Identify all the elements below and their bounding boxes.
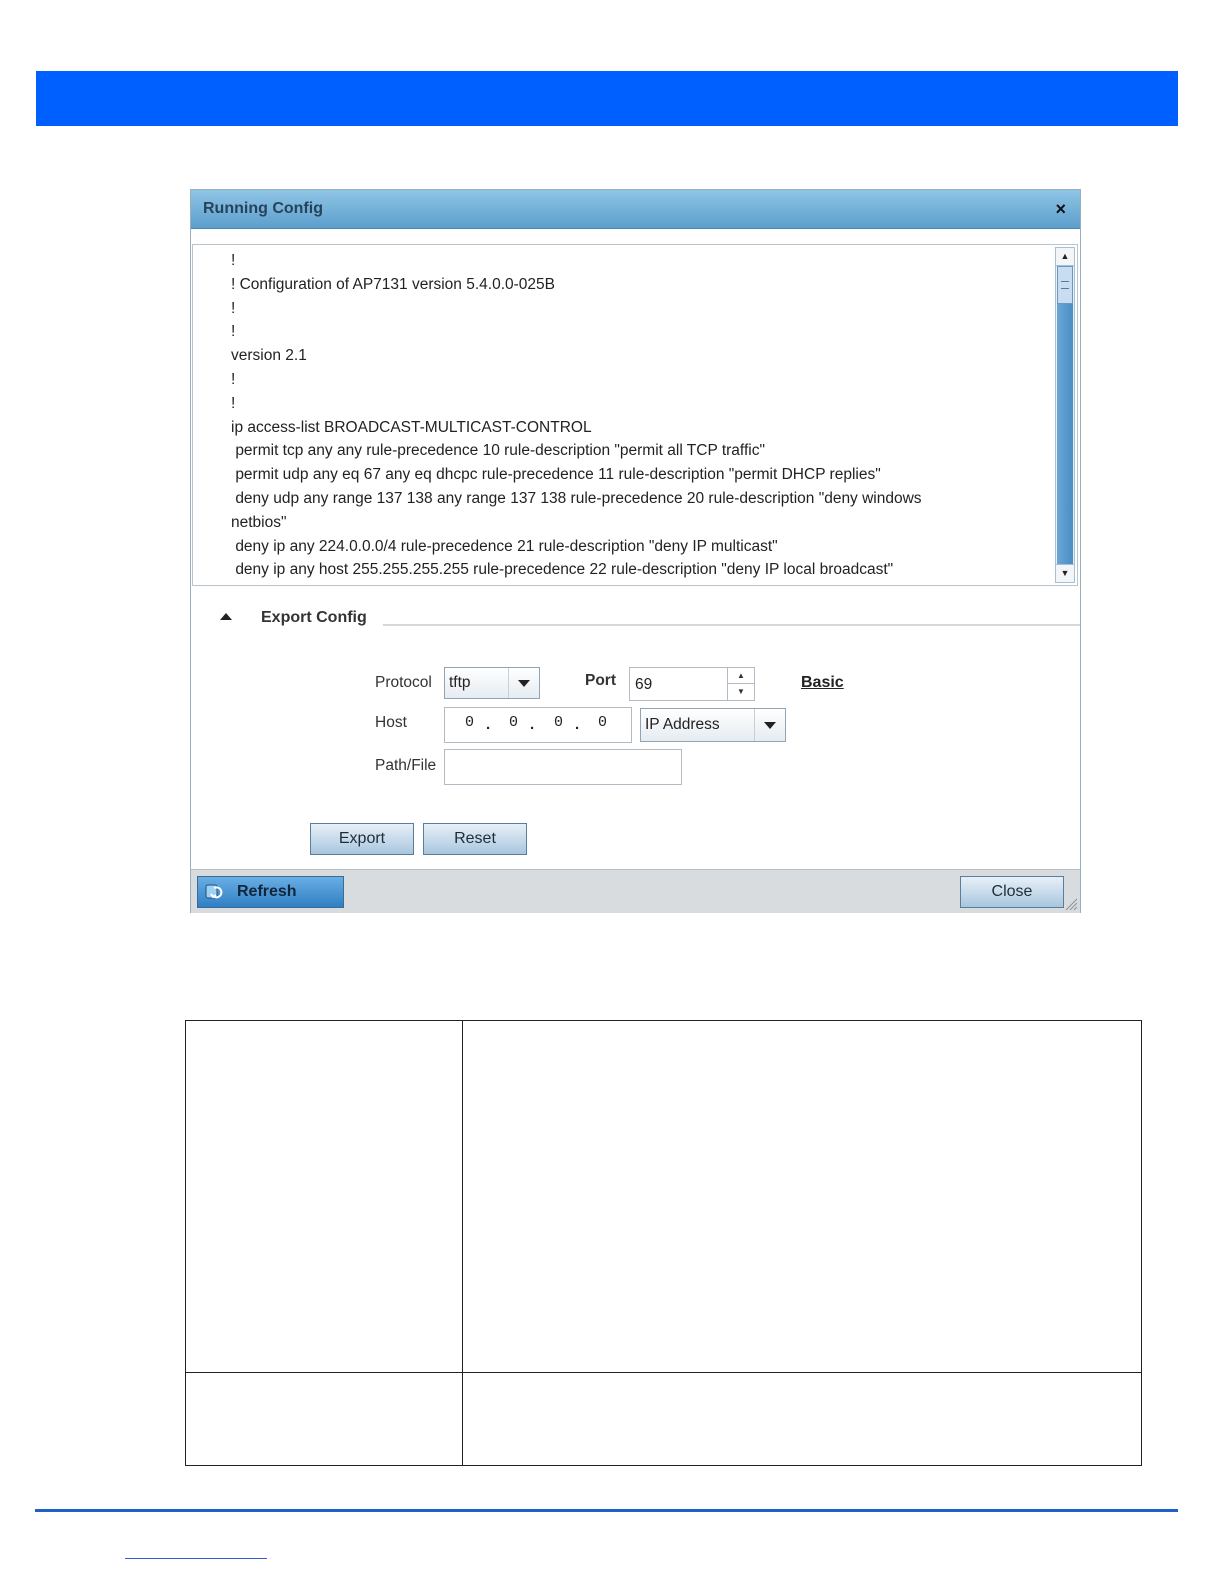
config-line: ip access-list BROADCAST-MULTICAST-CONTROL — [231, 418, 592, 436]
scrollbar-track[interactable] — [1057, 266, 1073, 564]
config-line: ! — [231, 394, 236, 412]
config-line: ! — [231, 299, 236, 317]
config-text-area[interactable] — [192, 244, 1078, 586]
info-table — [185, 1020, 1142, 1466]
collapse-arrow-icon[interactable] — [220, 613, 232, 620]
config-line: ! Configuration of AP7131 version 5.4.0.0-025B — [231, 275, 555, 293]
table-row — [186, 1373, 1142, 1466]
dialog-titlebar[interactable] — [191, 190, 1080, 229]
config-line: ! — [231, 252, 236, 269]
export-config-header — [191, 610, 1080, 630]
config-line: ! — [231, 323, 236, 341]
config-line: deny ip any 224.0.0.0/4 rule-precedence 21 rule-description "deny IP multicast" — [231, 537, 778, 555]
scroll-up-icon[interactable]: ▲ — [1056, 248, 1074, 266]
config-line: deny udp any range 137 138 any range 137 138 rule-precedence 20 rule-description "deny windows — [231, 489, 922, 507]
path-file-label: Path/File — [375, 757, 437, 774]
stepper-down-icon[interactable]: ▼ — [737, 687, 745, 696]
resize-grip-icon[interactable] — [1064, 897, 1078, 911]
footer-link-underline — [125, 1558, 267, 1559]
chevron-down-icon[interactable] — [754, 709, 785, 741]
refresh-label: Refresh — [237, 883, 297, 900]
basic-link[interactable]: Basic — [801, 674, 844, 691]
table-cell — [186, 1021, 463, 1373]
scrollbar-thumb[interactable] — [1057, 266, 1073, 304]
config-line: permit udp any eq 67 any eq dhcpc rule-precedence 11 rule-description "permit DHCP replies" — [231, 466, 881, 484]
config-line: deny ip any host 255.255.255.255 rule-precedence 22 rule-description "deny IP local broadcast" — [231, 561, 894, 579]
host-type-value: IP Address — [645, 716, 720, 733]
path-file-input[interactable] — [444, 749, 682, 785]
table-row — [186, 1021, 1142, 1373]
port-label: Port — [585, 672, 616, 689]
reset-button[interactable]: Reset — [423, 823, 527, 855]
stepper-up-icon[interactable]: ▲ — [728, 668, 754, 684]
ip-octet[interactable]: 0 — [465, 714, 475, 731]
host-label: Host — [375, 714, 407, 731]
host-ip-input[interactable]: 0 . 0 . 0 . 0 — [444, 707, 632, 743]
ip-octet[interactable]: 0 — [598, 714, 608, 731]
table-cell — [463, 1021, 1142, 1373]
refresh-button[interactable] — [197, 876, 344, 908]
refresh-icon — [205, 883, 225, 901]
port-input[interactable] — [629, 667, 755, 701]
dialog-title: Running Config — [203, 200, 323, 217]
host-type-select[interactable] — [640, 708, 786, 742]
chevron-down-icon[interactable] — [508, 668, 539, 698]
export-config-label: Export Config — [261, 609, 367, 626]
running-config-dialog — [190, 189, 1081, 913]
config-line: permit tcp any any rule-precedence 10 rule-description "permit all TCP traffic" — [231, 442, 765, 460]
protocol-value: tftp — [449, 674, 471, 691]
table-cell — [186, 1373, 463, 1466]
section-divider — [383, 624, 1080, 626]
close-button[interactable]: Close — [960, 876, 1064, 908]
table-cell — [463, 1373, 1142, 1466]
port-value: 69 — [635, 676, 653, 693]
protocol-label: Protocol — [375, 674, 432, 691]
config-line: version 2.1 — [231, 347, 307, 365]
config-line: netbios" — [231, 513, 287, 531]
close-icon[interactable]: × — [1055, 199, 1066, 219]
scroll-down-icon[interactable]: ▼ — [1056, 564, 1074, 582]
vertical-scrollbar[interactable] — [1055, 247, 1075, 583]
dialog-footer — [191, 869, 1080, 913]
ip-octet[interactable]: 0 — [509, 714, 519, 731]
footer-rule — [35, 1509, 1178, 1512]
export-button[interactable]: Export — [310, 823, 414, 855]
protocol-select[interactable] — [444, 667, 540, 699]
ip-octet[interactable]: 0 — [554, 714, 564, 731]
port-stepper[interactable] — [727, 668, 754, 700]
top-banner — [36, 71, 1178, 126]
config-line: ! — [231, 370, 236, 388]
config-text — [231, 249, 1031, 582]
